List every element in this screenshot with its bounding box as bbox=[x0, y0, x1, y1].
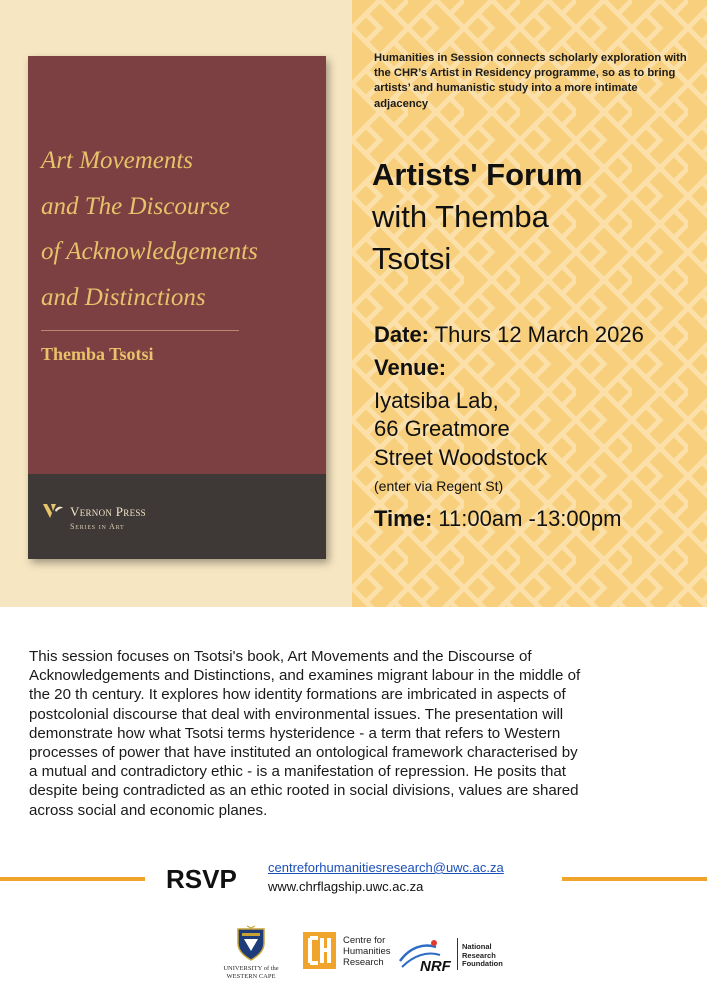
chr-logo-icon bbox=[303, 932, 336, 969]
nrf-name-line: Research bbox=[462, 950, 496, 960]
uwc-crest-icon bbox=[236, 925, 266, 961]
book-title-line: of Acknowledgements bbox=[41, 238, 258, 265]
event-date bbox=[374, 322, 644, 348]
nrf-divider bbox=[457, 938, 458, 970]
rsvp-email-link[interactable]: centreforhumanitiesresearch@uwc.ac.za bbox=[268, 860, 504, 875]
chr-name bbox=[343, 935, 391, 968]
event-title-main: Artists' Forum bbox=[372, 157, 583, 192]
uwc-logo bbox=[221, 925, 281, 993]
book-cover bbox=[28, 56, 326, 559]
book-title bbox=[41, 138, 321, 320]
rsvp-divider-left bbox=[0, 877, 145, 881]
nrf-name bbox=[462, 943, 503, 969]
chr-name-line: Research bbox=[343, 957, 384, 968]
time-label: Time: bbox=[374, 506, 433, 531]
vernon-press-logo-icon bbox=[42, 502, 64, 520]
venue-label: Venue: bbox=[374, 355, 447, 380]
book-title-line: Art Movements bbox=[41, 147, 194, 174]
event-venue bbox=[374, 355, 446, 381]
date-value: Thurs 12 March 2026 bbox=[434, 322, 644, 347]
venue-line: Street Woodstock bbox=[374, 445, 548, 470]
uwc-name bbox=[221, 965, 281, 981]
venue-line: Iyatsiba Lab, bbox=[374, 388, 499, 413]
chr-name-line: Centre for bbox=[343, 935, 386, 946]
book-title-line: and The Discourse bbox=[41, 192, 230, 220]
uwc-name-line: WESTERN CAPE bbox=[226, 973, 276, 980]
book-panel bbox=[0, 0, 352, 607]
nrf-name-line: National bbox=[462, 942, 492, 951]
rsvp-label: RSVP bbox=[166, 864, 237, 894]
publisher-name: Vernon Press bbox=[70, 504, 146, 519]
event-panel bbox=[352, 0, 707, 607]
publisher-series: Series in Art bbox=[70, 522, 125, 531]
publisher-band bbox=[28, 474, 326, 559]
chr-name-line: Humanities bbox=[343, 946, 391, 957]
event-description: This session focuses on Tsotsi's book, Art Movements and the Discourse of Acknowledgements and Distinctions, and examines migrant labour in the middle of the 20 th century. It explores how identity formations are imbricated in aspects of postcolonial discourse that deal with environmental issues. The presentation will demonstrate how what Tsotsi terms hysteridence - a term that refers to Western processes of power that have instituted an ontological framework characterised by a mutual and contradictory ethic - is a manifestation of repression. He posits that despite being contradicted as an ethic rooted in social divisions, values are shared across social and economic planes. bbox=[29, 648, 581, 819]
event-title-line: with Themba bbox=[372, 199, 549, 234]
svg-text:NRF: NRF bbox=[420, 958, 451, 973]
book-author: Themba Tsotsi bbox=[41, 344, 154, 364]
nrf-name-line: Foundation bbox=[462, 959, 503, 969]
intro-text: Humanities in Session connects scholarly exploration with the CHR’s Artist in Residency programme, so as to bring artists’ and humanistic study into a more intimate adjacency bbox=[374, 52, 687, 110]
venue-note: (enter via Regent St) bbox=[374, 478, 504, 494]
rsvp-website: www.chrflagship.uwc.ac.za bbox=[268, 879, 424, 894]
venue-line: 66 Greatmore bbox=[374, 416, 510, 441]
event-title-line: Tsotsi bbox=[372, 241, 452, 276]
time-value: 11:00am -13:00pm bbox=[438, 506, 622, 531]
nrf-logo-icon bbox=[398, 937, 454, 973]
uwc-name-line: UNIVERSITY of the bbox=[223, 965, 279, 972]
book-cover-upper bbox=[28, 56, 326, 474]
book-divider bbox=[41, 330, 239, 331]
event-time bbox=[374, 506, 621, 532]
book-title-line: and Distinctions bbox=[41, 283, 206, 311]
date-label: Date: bbox=[374, 322, 430, 347]
event-title bbox=[372, 154, 692, 280]
rsvp-divider-right bbox=[562, 877, 707, 881]
